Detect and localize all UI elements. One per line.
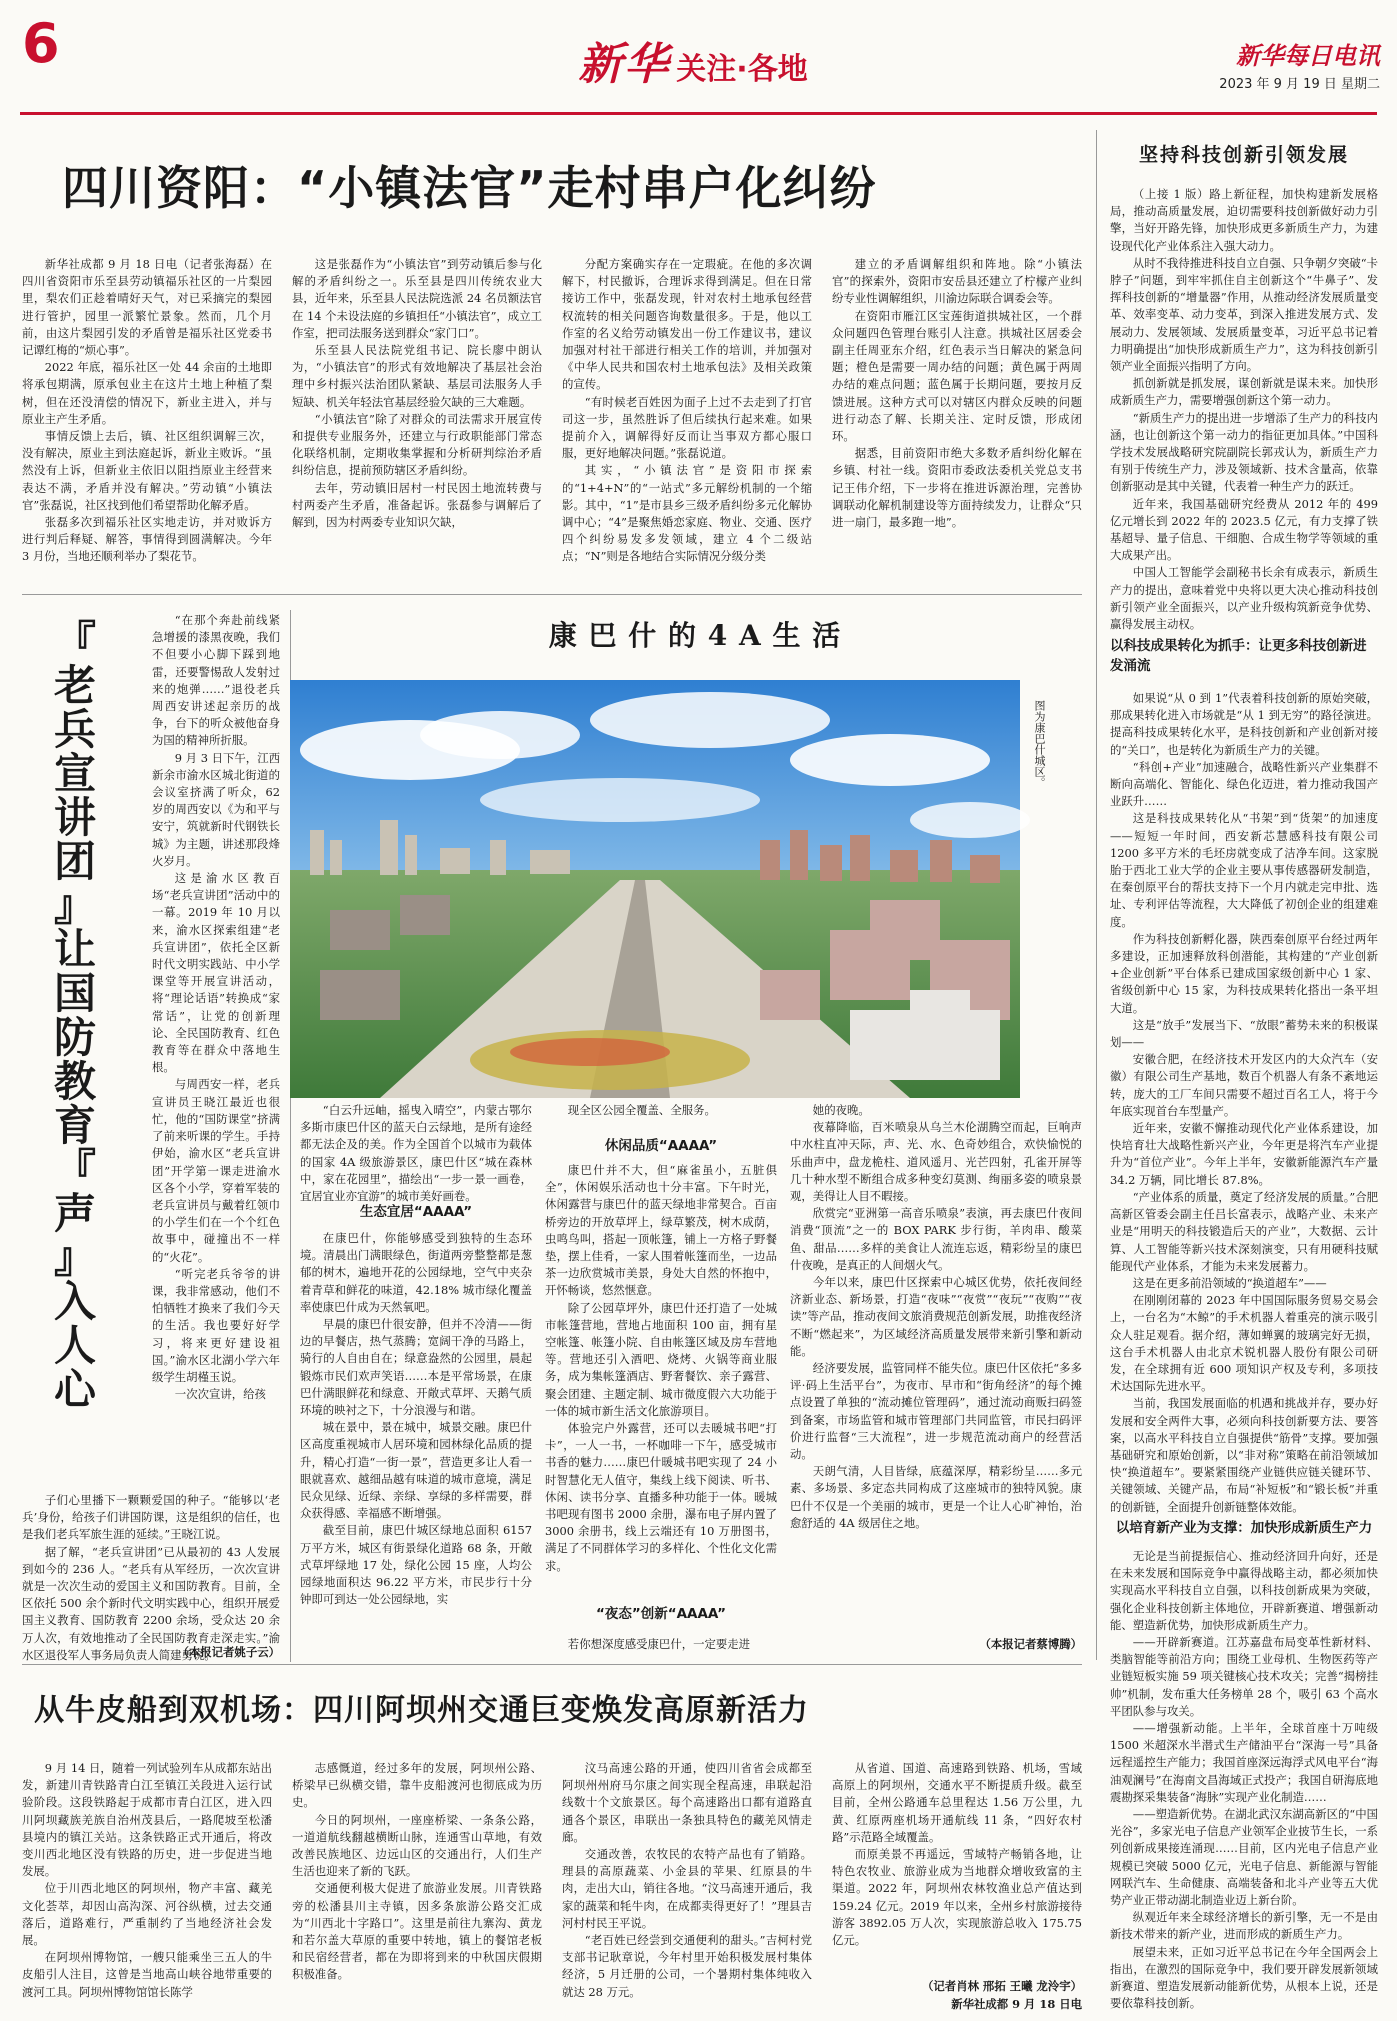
paragraph: 9 月 14 日，随着一列试验列车从成都东站出发，新建川青铁路青白江至镇江关段进入运行试验阶段。这段铁路起于成都市青白江区，进入四川阿坝藏族羌族自治州茂县后，一路爬坡至松潘县境内的镇江关站。这条铁路正式开通后，将改变川西北地区没有铁路的历史，进一步促进当地发展。 bbox=[22, 1761, 272, 1879]
article1-col3 bbox=[562, 256, 812, 581]
article4-title: 康 巴 什 的 4 A 生 活 bbox=[548, 619, 842, 652]
paragraph: 近年来，我国基础研究经费从 2012 年的 499 亿元增长到 2022 年的 2023.5 亿元，有力支撑了铁基超导、量子信息、干细胞、合成生物学等领域的重大成果产出。 bbox=[1110, 496, 1378, 563]
vertical-title-char: 兵 bbox=[53, 705, 96, 754]
article4-byline: （本报记者蔡博腾） bbox=[979, 1637, 1082, 1651]
vertical-title-char: 防 bbox=[53, 1013, 96, 1062]
header-rule bbox=[20, 112, 1377, 115]
article2-subheading-1: 以科技成果转化为抓手：让更多科技创新进发涌流 bbox=[1110, 638, 1367, 674]
article2-subheading-2: 以培育新产业为支撑：加快形成新质生产力 bbox=[1115, 1520, 1373, 1536]
paragraph: 据了解，“老兵宣讲团”已从最初的 43 人发展到如今的 236 人。“老兵有从军经历，一次次宣讲就是一次次生动的爱国主义和国防教育。目前，全区依托 500 余个新时代文明实践中心，组织开展爱国主义教育、国防教育 2200 余场，受众达 20 余万人次，有效地推动了全民国防教育走深走实。”渝水区退役军人事务局负责人简建勇说。 bbox=[22, 1544, 280, 1662]
vertical-title-char: 讲 bbox=[53, 793, 96, 842]
vertical-title-char: 宣 bbox=[53, 749, 96, 798]
city-photo-illustration bbox=[290, 680, 1020, 1098]
brand-date-block bbox=[1150, 36, 1380, 92]
paragraph: ——增强新动能。上半年，全球首座十万吨级 1500 米超深水半潜式生产储油平台“深海一号”具备远程遥控生产能力；我国首座深远海浮式风电平台“海油观澜号”在海南文昌海域正式投产；我国自研海底地震勘探采集装备“海脉”实现产业化制造…… bbox=[1110, 1721, 1378, 1804]
article5-byline: （记者肖林 邢拓 王曦 龙泠宇） bbox=[922, 1979, 1082, 1993]
paragraph: “有时候老百姓因为面子上过不去走到了打官司这一步，虽然胜诉了但后续执行起来难。如果提前介入，调解得好反而让当事双方都心服口服，更好地解决问题。”张磊说道。 bbox=[562, 394, 812, 461]
vertical-title-char: 心 bbox=[53, 1365, 96, 1414]
paragraph: 在康巴什，你能够感受到独特的生态环境。清晨出门满眼绿色，街道两旁整整都是葱郁的树木，遍地开花的公园绿地，空气中夹杂着青草和鲜花的味道，42.18% 城市绿化覆盖率使康巴什成为天然氧吧。 bbox=[300, 1231, 532, 1314]
article4-part1 bbox=[300, 1230, 532, 1658]
vertical-title-char: 声 bbox=[53, 1189, 96, 1238]
paragraph: “在那个奔赴前线紧急增援的漆黑夜晚，我们不但要小心脚下踩到地雷，还要警惕敌人发射过来的炮弹……”退役老兵周西安讲述起亲历的战争，台下的听众被他奋身为国的精神所折服。 bbox=[152, 613, 280, 748]
photo-caption: 图为康巴什城区。 bbox=[1033, 700, 1046, 788]
article4-part2 bbox=[545, 1162, 777, 1592]
paragraph: 夜幕降临，百米喷泉从乌兰木伦湖腾空而起，巨响声中水柱直冲天际，声、光、水、色奇妙组合，欢快愉悦的乐曲声中，盘龙桅柱、道风遥月、光芒四射，孔雀开屏等几十种水型不断组合成多种变幻莫测、绚丽多姿的喷泉景观，美得让人目不暇接。 bbox=[790, 1120, 1082, 1204]
article5-dateline: 新华社成都 9 月 18 日电 bbox=[951, 1997, 1082, 2011]
paragraph: 分配方案确实存在一定瑕疵。在他的多次调解下，村民撤诉，合理诉求得到满足。但在日常接访工作中，张磊发现，针对农村土地承包经营权流转的相关问题咨询数量很多。于是，他以工作室的名义给劳动镇发出一份工作建议书，建议加强对村社干部进行相关工作的培训，并加强对《中华人民共和国农村土地承包法》及相关政策的宣传。 bbox=[562, 257, 812, 392]
column-divider bbox=[1096, 130, 1097, 1660]
page-number: 6 bbox=[22, 12, 60, 75]
article4-subheading-3: “夜态”创新“AAAA” bbox=[595, 1606, 727, 1622]
paragraph: 经济要发展，监管同样不能失位。康巴什区依托“多多评·码上生活平台”，为夜市、早市和“街角经济”的每个摊点设置了单独的“流动摊位管理码”，通过流动商贩扫码签到备案，市场监管和城市管理部门共同监管，市民扫码评价进行监督“三大流程”，进一步规范流动商户的经营活动。 bbox=[790, 1361, 1082, 1462]
paragraph: ——开辟新赛道。江苏嘉盘布局变革性新材料、类脑智能等前沿方向；围绕工业母机、生物医药等产业链短板实施 59 项关键核心技术攻关；完善“揭榜挂帅”机制，发布重大任务榜单 28 个，吸引 63 个高水平团队参与攻关。 bbox=[1110, 1635, 1378, 1718]
paragraph: 交通改善，农牧民的农特产品也有了销路。理县的高原蔬菜、小金县的苹果、红原县的牛肉，走出大山，销往各地。“汶马高速开通后，我家的蔬菜和牦牛肉，在成都卖得更好了！”理县吉河村村民王平说。 bbox=[562, 1847, 812, 1930]
vertical-title-char: 『 bbox=[53, 617, 96, 666]
paragraph: “白云升远岫，摇曳入晴空”，内蒙古鄂尔多斯市康巴什区的蓝天白云绿地，是所有途经都无法企及的美。作为全国首个以城市为载体的国家 4A 级旅游景区，康巴什区“城在森林中，家在花园里”，描绘出“一步一景一画卷，宜居宜业亦宜游”的城市美好画卷。 bbox=[300, 1103, 532, 1204]
paragraph: 城在景中，景在城中，城景交融。康巴什区高度重视城市人居环境和园林绿化品质的提升，精心打造“一街一景”，营造更多让人看一眼就喜欢、越细品越有味道的城市意境，满足民众见绿、近绿、亲绿、享绿的多样需要，群众获得感、幸福感不断增强。 bbox=[300, 1420, 532, 1521]
paragraph: 早晨的康巴什很安静，但并不冷清——街边的早餐店，热气蒸腾；宽阔干净的马路上，骑行的人自由自在；绿意盎然的公园里，晨起锻炼市民们欢声笑语……本是平常场景，在康巴什满眼鲜花和绿意、开敞式草坪、天鹅气质环境的映衬之下，十分浪漫与和谐。 bbox=[300, 1317, 532, 1418]
paragraph: 无论是当前提振信心、推动经济回升向好，还是在未来发展和国际竞争中赢得战略主动，都必须加快实现高水平科技自立自强，以科技创新成果为突破，强化企业科技创新主体地位，开辟新赛道、增强新动能、塑造新优势，加快形成新质生产力。 bbox=[1110, 1549, 1378, 1632]
paragraph: “新质生产力的提出进一步增添了生产力的科技内涵，也让创新这个第一动力的指征更加具体。”中国科学技术发展战略研究院副院长郭戎认为，新质生产力有别于传统生产力，涉及领域新、技术含量高，依靠创新驱动是其中关键，代表着一种生产力的跃迁。 bbox=[1110, 410, 1378, 494]
paragraph: 去年，劳动镇旧居村一村民因土地流转费与村两委产生矛盾，准备起诉。张磊参与调解后了解到，因为村两委专业知识欠缺， bbox=[292, 480, 542, 530]
paragraph: 康巴什并不大，但“麻雀虽小，五脏俱全”，休闲娱乐活动也十分丰富。下午时光，休闲露营与康巴什的蓝天绿地非常契合。百亩桥旁边的开放草坪上，绿草繁茂，树木成荫，虫鸣鸟叫，搭起一顶帐篷，铺上一方格子野餐垫，摆上佳肴，一家人围着帐篷而坐，一边品茶一边欣赏城市美景，身处大自然的怀抱中，开怀畅谈，悠然惬意。 bbox=[545, 1163, 777, 1298]
paragraph: 这是在更多前沿领域的“换道超车”—— bbox=[1132, 1275, 1327, 1290]
article1-title: 四川资阳：“小镇法官”走村串户化纠纷 bbox=[62, 161, 877, 215]
article2-part2 bbox=[1110, 1548, 1378, 2011]
vertical-title-char: 』 bbox=[53, 881, 96, 930]
paragraph: 体验完户外露营，还可以去暖城书吧“打卡”，一人一书，一杯咖啡一下午，感受城市书香的魅力……康巴什暖城书吧实现了 24 小时智慧化无人值守，集线上线下阅读、听书、休闲、读书分享、直播多种功能于一体。暖城书吧现有图书 2000 余册，瀑布电子屏内置了 3000 余册书，线上云端还有 10 万册图书，满足了不同群体学习的多样化、个性化文化需求。 bbox=[545, 1421, 777, 1573]
paragraph: “小镇法官”除了对群众的司法需求开展宣传和提供专业服务外，还建立与行政职能部门常态化联络机制，定期收集掌握和分析研判综治矛盾纠纷信息，提前预防辖区矛盾纠纷。 bbox=[292, 411, 542, 478]
right-brand: 新华每日电讯 bbox=[1236, 41, 1380, 70]
paragraph: 安徽合肥，在经济技术开发区内的大众汽车（安徽）有限公司生产基地，数百个机器人有条不紊地运转，庞大的工厂车间只需要不超过百名工人，将于今年底实现首台车型量产。 bbox=[1110, 1052, 1378, 1118]
vertical-title-char: 入 bbox=[53, 1277, 96, 1326]
vertical-title-char: 国 bbox=[53, 969, 96, 1018]
paragraph: 建立的矛盾调解组织和阵地。除“小镇法官”的探索外，资阳市安岳县还建立了柠檬产业纠纷专业性调解组织，川渝边际联合调委会等。 bbox=[832, 257, 1082, 306]
paragraph: 作为科技创新孵化器，陕西秦创原平台经过两年多建设，正加速释放科创潜能，其构建的“产业创新+企业创新”平台体系已建成国家级创新中心 1 家、省级创新中心 15 家，为科技成果转化搭出一条平坦大道。 bbox=[1110, 931, 1378, 1015]
paragraph: 如果说“从 0 到 1”代表着科技创新的原始突破，那成果转化进入市场就是“从 1 到无穷”的路径演进。提高科技成果转化水平，是科技创新和产业创新对接的“关口”，也是转化为新质生产力的关键。 bbox=[1110, 691, 1378, 757]
paragraph: 2022 年底，福乐社区一处 44 余亩的土地即将承包期满，原承包业主在这片土地上种植了梨树，但在还没清偿的情况下，新业主进入，并与原业主产生矛盾。 bbox=[22, 360, 272, 426]
paragraph: 纵观近年来全球经济增长的新引擎，无一不是由新技术带来的新产业，进而形成的新质生产力。 bbox=[1110, 1910, 1378, 1942]
article4-col2-lead bbox=[545, 1102, 777, 1122]
paragraph: 这是科技成果转化从“书架”到“货架”的加速度——短短一年时间，西安新芯慧感科技有限公司 1200 多平方米的毛坯房就变成了洁净车间。这家脱胎于西北工业大学的企业主要从事传感器研发制造，在秦创原平台的帮扶支持下一个月内就走完申批、选址、专利评估等流程，大大降低了初创企业的组建难度。 bbox=[1110, 811, 1378, 929]
paragraph: 今年以来，康巴什区探索中心城区优势，依托夜间经济新业态、新场景，打造“夜味”“夜赏”“夜玩”“夜购”“夜读”等产品，推动夜间文旅消费规范创新发展，助推夜经济不断“燃起来”，为区域经济高质量发展带来新引擎和新动能。 bbox=[790, 1275, 1082, 1358]
paragraph: 在资阳市雁江区宝莲街道拱城社区，一个群众问题四色管理台账引人注意。拱城社区居委会副主任周亚东介绍，红色表示当日解决的紧急问题；橙色是需要一周办结的问题；黄色属于两周办结的难点问题；蓝色属于长期问题，要按月反馈进展。这种方式可以对辖区内群众反映的问题进行动态了解、长期关注、定时反馈，形成闭环。 bbox=[832, 308, 1082, 444]
vertical-title-char: 让 bbox=[53, 925, 96, 974]
paragraph: 欣赏完“亚洲第一高音乐喷泉”表演，再去康巴什夜间消费“顶流”之一的 BOX PARK 步行街，羊肉串、酸菜鱼、甜品……多样的美食让人流连忘返，精彩纷呈的康巴什夜晚，是真正的人间烟火气。 bbox=[790, 1206, 1082, 1272]
article3-vertical-title bbox=[20, 617, 130, 1420]
issue-date: 2023 年 9 月 19 日 星期二 bbox=[1219, 77, 1380, 92]
paragraph: 截至目前，康巴什城区绿地总面积 6157 万平方米，城区有街景绿化道路 68 条，开敞式草坪绿地 17 处，绿化公园 15 座，人均公园绿地面积达 96.22 平方米，市民步行十分钟即可到达一处公园绿地，实 bbox=[300, 1523, 532, 1607]
paragraph: 其实，“小镇法官”是资阳市探索的“1+4+N”的“一站式”多元解纷机制的一个缩影。其中，“1”是市县乡三级矛盾纠纷多元化解协调中心；“4”是聚焦婚恋家庭、物业、交通、医疗四个纠纷易发多发领域，建立 4 个二级站点；“N”则是各地结合实际情况分级分类 bbox=[562, 463, 812, 564]
paragraph: 在阿坝州博物馆，一艘只能乘坐三五人的牛皮船引人注目，这曾是当地高山峡谷地带重要的渡河工具。阿坝州博物馆馆长陈学 bbox=[22, 1950, 272, 1999]
paragraph: 事情反馈上去后，镇、社区组织调解三次，没有解决，原业主到法庭起诉，新业主败诉。“虽然没有上诉，但新业主依旧以阻挡原业主经营来表达不满，矛盾并没有解决。”劳动镇“小镇法官”张磊说，社区找到他们希望帮助化解矛盾。 bbox=[22, 429, 272, 512]
paragraph: 天朗气清，人目皆绿，底蕴深厚，精彩纷呈……多元素、多场景、多定态共同构成了这座城市的独特风貌。康巴什不仅是一个美丽的城市，更是一个让人心旷神怡，治愈舒适的 4A 级居住之地。 bbox=[790, 1464, 1082, 1530]
paragraph: （上接 1 版）路上新征程，加快构建新发展格局，推动高质量发展，迫切需要科技创新做好动力引擎，当好开路先锋，加快形成更多新质生产力，为建设现代化产业体系注入强大动力。 bbox=[1110, 187, 1378, 253]
article2-kicker: 坚持科技创新引领发展 bbox=[1138, 144, 1349, 166]
section-title: 关注·各地 bbox=[676, 52, 808, 87]
paragraph: “科创+产业”加速融合，战略性新兴产业集群不断向高端化、智能化、绿色化迈进，着力推动我国产业跃升…… bbox=[1110, 759, 1378, 809]
vertical-title-char: 团 bbox=[53, 837, 96, 886]
article5-col2 bbox=[292, 1760, 542, 2012]
article4-intro bbox=[300, 1102, 532, 1204]
article1-col4 bbox=[832, 256, 1082, 581]
paragraph: 当前，我国发展面临的机遇和挑战并存，要办好发展和安全两件大事，必须向科技创新要方法、要答案，以高水平科技自立自强提供“筋骨”支撑。要加强基础研究和原始创新，以“非对称”策略在前沿领域加快“换道超车”。要紧紧围绕产业链供应链关键环节、关键领域、关键产品，布局“补短板”和“锻长板”并重的创新链，全面提升创新链整体效能。 bbox=[1110, 1396, 1378, 1514]
paragraph: 今日的阿坝州，一座座桥梁、一条条公路，一道道航线翻越横断山脉，连通雪山草地，有效改善民族地区、边远山区的交通出行，人们生产生活也迎来了新的飞跃。 bbox=[292, 1812, 542, 1879]
paragraph: 若你想深度感受康巴什，一定要走进 bbox=[567, 1637, 751, 1651]
vertical-title-char: 』 bbox=[53, 1233, 96, 1282]
paragraph: 志感慨道，经过多年的发展，阿坝州公路、桥梁早已纵横交错，靠牛皮船渡河也彻底成为历史。 bbox=[292, 1761, 542, 1810]
paragraph: 而原美景不再遥远，雪域特产畅销各地，让特色农牧业、旅游业成为当地群众增收致富的主渠道。2022 年，阿坝州农林牧渔业总产值达到 159.24 亿元。2019 年以来，全州乡村旅游接待游客 3892.05 万人次，实现旅游总收入 175.75 亿元。 bbox=[832, 1847, 1082, 1948]
article1-col2 bbox=[292, 256, 542, 581]
article4-part3 bbox=[545, 1636, 777, 1658]
paragraph: 中国人工智能学会副秘书长余有成表示，新质生产力的提出，意味着党中央将以更大决心推动科技创新引领产业全面振兴，以产业升级构筑新竞争优势、赢得发展主动权。 bbox=[1110, 565, 1378, 632]
kangbashi-city-photo bbox=[290, 680, 1020, 1098]
paragraph: 一次次宣讲，给孩 bbox=[174, 1387, 266, 1402]
divider bbox=[22, 1664, 1082, 1665]
paragraph: 位于川西北地区的阿坝州，物产丰富、藏羌文化荟萃，却因山高沟深、河谷纵横，过去交通落后，道路难行，严重制约了当地经济社会发展。 bbox=[22, 1881, 272, 1948]
vertical-title-char: 人 bbox=[53, 1321, 96, 1370]
masthead bbox=[513, 28, 873, 92]
paragraph: ——塑造新优势。在湖北武汉东湖高新区的“中国光谷”，多家光电子信息产业领军企业披节生长，一系列创新成果接连涌现……目前，区内光电子信息产业规模已突破 5000 亿元，光电子信息、新能源与智能网联汽车、生命健康、高端装备和北斗产业等五大优势产业正带动湖北制造业迈上新台阶。 bbox=[1110, 1807, 1378, 1908]
paragraph: “听完老兵爷爷的讲课，我非常感动，他们不怕牺牲才换来了我们今天的生活。我也要好好学习，将来更好建设祖国。”渝水区北湖小学六年级学生胡槿玉说。 bbox=[152, 1266, 280, 1384]
paragraph: 新华社成都 9 月 18 日电（记者张海磊）在四川省资阳市乐至县劳动镇福乐社区的一片梨园里，梨农们正趁着晴好天气，对已采摘完的梨园进行管护，园里一派繁忙景象。然而，几个月前，由这片梨园引发的矛盾曾是福乐社区党委书记谭红梅的“烦心事”。 bbox=[22, 257, 272, 358]
article2-intro bbox=[1110, 186, 1378, 632]
divider bbox=[22, 594, 1082, 595]
paragraph: 从省道、国道、高速路到铁路、机场，雪域高原上的阿坝州，交通水平不断提质升级。截至目前，全州公路通车总里程达 1.56 万公里，九黄、红原两座机场开通航线 11 条，“四好农村路”示范路全域覆盖。 bbox=[832, 1761, 1082, 1844]
article4-col3 bbox=[790, 1102, 1082, 1634]
paragraph: 在刚刚闭幕的 2023 年中国国际服务贸易交易会上，一台名为“木鲸”的手术机器人着重亮的演示吸引众人驻足观看。据介绍，薄如蝉翼的玻璃完好无损，这台手术机器人由北京术锐机器人股份有限公司研发，在全球拥有近 600 项知识产权及专利，多项技术达国际先进水平。 bbox=[1110, 1293, 1378, 1394]
masthead-logo: 新华 bbox=[578, 39, 671, 90]
article4-subheading-1: 生态宜居“AAAA” bbox=[359, 1204, 473, 1220]
paragraph: “老百姓已经尝到交通便利的甜头。”吉柯村党支部书记耿章说，今年村里开始积极发展村集体经济，5 月迁册的公司，一个暑期村集体纯收入就达 28 万元。 bbox=[562, 1933, 812, 1999]
article3-byline: （本报记者姚子云） bbox=[177, 1645, 280, 1659]
article4-subheading-2: 休闲品质“AAAA” bbox=[604, 1138, 718, 1154]
paragraph: 与周西安一样，老兵宣讲员王晓江最近也很忙，他的“国防课堂”挤满了前来听课的学生。手持伊始，渝水区“老兵宣讲团”开学第一课走进渝水区各个小学，穿着军装的老兵宣讲员与戴着红领巾的小学生们在一个个红色故事中，碰撞出不一样的“火花”。 bbox=[152, 1077, 280, 1264]
article5-col1 bbox=[22, 1760, 272, 2012]
paragraph: 乐至县人民法院党组书记、院长廖中朗认为，“小镇法官”的形式有效地解决了基层社会治理中乡村振兴法治团队紧缺、基层司法服务人手短缺、机关年轻法官基层经验欠缺的三大难题。 bbox=[292, 343, 542, 409]
vertical-title-char: 育 bbox=[53, 1101, 96, 1150]
article1-col1 bbox=[22, 256, 272, 581]
paragraph: 现全区公园全覆盖、全服务。 bbox=[567, 1103, 716, 1117]
paragraph: 她的夜晚。 bbox=[812, 1103, 870, 1117]
paragraph: 9 月 3 日下午，江西新余市渝水区城北街道的会议室挤满了听众，62 岁的周西安以《为和平与安宁，筑就新时代钢铁长城》为主题，讲述那段烽火岁月。 bbox=[152, 750, 280, 868]
paragraph: 张磊多次到福乐社区实地走访，并对败诉方进行判后释疑、解答，事情得到圆满解决。今年 3 月份，当地还顺利举办了梨花节。 bbox=[22, 515, 272, 564]
article5-col4 bbox=[832, 1760, 1082, 1976]
paragraph: “产业体系的质量，奠定了经济发展的质量。”合肥高新区管委会副主任吕长富表示，战略产业、未来产业是“用明天的科技锻造后天的产业”，大数据、云计算、人工智能等新兴技术深刻演变，只有用硬科技赋能现代产业体系，才能为未来发展蓄力。 bbox=[1110, 1189, 1378, 1273]
article5-title: 从牛皮船到双机场：四川阿坝州交通巨变焕发高原新活力 bbox=[34, 1693, 809, 1728]
paragraph: 这是“放手”发展当下、“放眼”蓄势未来的积极谋划—— bbox=[1110, 1017, 1378, 1050]
paragraph: 从时不我待推进科技自立自强、只争朝夕突破“卡脖子”问题，到牢牢抓住自主创新这个“牛鼻子”、发挥科技创新的“增量器”作用，从推动经济发展质量变革、效率变革、动力变革，到深入推进发展方式、发展动力、发展领域、发展质量变革，习近平总书记着力明确提出“加快形成新质生产力”，这为科技创新引领产业全面振兴指明了方向。 bbox=[1110, 255, 1378, 374]
article5-col3 bbox=[562, 1760, 812, 2012]
vertical-title-char: 『 bbox=[53, 1145, 96, 1194]
paragraph: 据悉，目前资阳市绝大多数矛盾纠纷化解在乡镇、村社一线。资阳市委政法委机关党总支书记王伟介绍，下一步将在推进诉源治理，完善协调联动化解机制建设等方面持续发力，让群众“只进一扇门，最多跑一地”。 bbox=[832, 446, 1082, 530]
paragraph: 汶马高速公路的开通，使四川省省会成都至阿坝州州府马尔康之间实现全程高速，串联起沿线数十个文旅景区。每个高速路出口都有道路直通各个景区，串联出一条独具特色的藏羌风情走廊。 bbox=[562, 1761, 812, 1844]
article3-narrow-col bbox=[152, 612, 280, 1488]
paragraph: 这是张磊作为“小镇法官”到劳动镇后参与化解的矛盾纠纷之一。乐至县是四川传统农业大县，近年来，乐至县人民法院选派 24 名员额法官在 14 个未设法庭的乡镇担任“小镇法官”，成立工作室，把司法服务送到群众“家门口”。 bbox=[292, 257, 542, 340]
vertical-title-char: 教 bbox=[53, 1057, 96, 1106]
paragraph: 子们心里播下一颗颗爱国的种子。“能够以‘老兵’身份，给孩子们讲国防课，这是组织的信任，也是我们老兵军旅生涯的延续。”王晓江说。 bbox=[22, 1493, 280, 1542]
paragraph: 近年来，安徽不懈推动现代化产业体系建设，加快培育壮大战略性新兴产业，今年更是将汽车产业提升为“首位产业”。今年上半年，安徽新能源汽车产量 34.2 万辆，同比增长 87.8%。 bbox=[1110, 1121, 1378, 1187]
paragraph: 这是渝水区教百场“老兵宣讲团”活动中的一幕。2019 年 10 月以来，渝水区探索组建“老兵宣讲团”，依托全区新时代文明实践站、中小学课堂等开展宣讲活动，将“理论话语”转换成“家常话”，让党的创新理论、全民国防教育、红色教育等在群众中落地生根。 bbox=[152, 871, 280, 1075]
article2-part1 bbox=[1110, 690, 1378, 1514]
paragraph: 除了公园草坪外，康巴什还打造了一处城市帐篷营地，营地占地面积 100 亩，拥有星空帐篷、帐篷小院、自由帐篷区域及房车营地等。营地还引入酒吧、烧烤、火锅等商业服务，成为集帐篷酒店、野奢餐饮、亲子露营、聚会团建、主题定制、城市微度假六大功能于一体的城市新生活文化旅游项目。 bbox=[545, 1300, 777, 1418]
paragraph: 交通便利极大促进了旅游业发展。川青铁路旁的松潘县川主寺镇，因多条旅游公路交汇成为“川西北十字路口”。这里是前往九寨沟、黄龙和若尔盖大草原的重要中转地，镇上的餐馆老板和民宿经营者，都在为即将到来的中秋国庆假期积极准备。 bbox=[292, 1881, 542, 1982]
paragraph: 抓创新就是抓发展，谋创新就是谋未来。加快形成新质生产力，需要增强创新这个第一动力。 bbox=[1110, 376, 1378, 408]
paragraph: 展望未来，正如习近平总书记在今年全国两会上指出，在激烈的国际竞争中，我们要开辟发展新领域新赛道、塑造发展新动能新优势，从根本上说，还是要依靠科技创新。 bbox=[1110, 1944, 1378, 2011]
vertical-title-char: 老 bbox=[53, 661, 96, 710]
